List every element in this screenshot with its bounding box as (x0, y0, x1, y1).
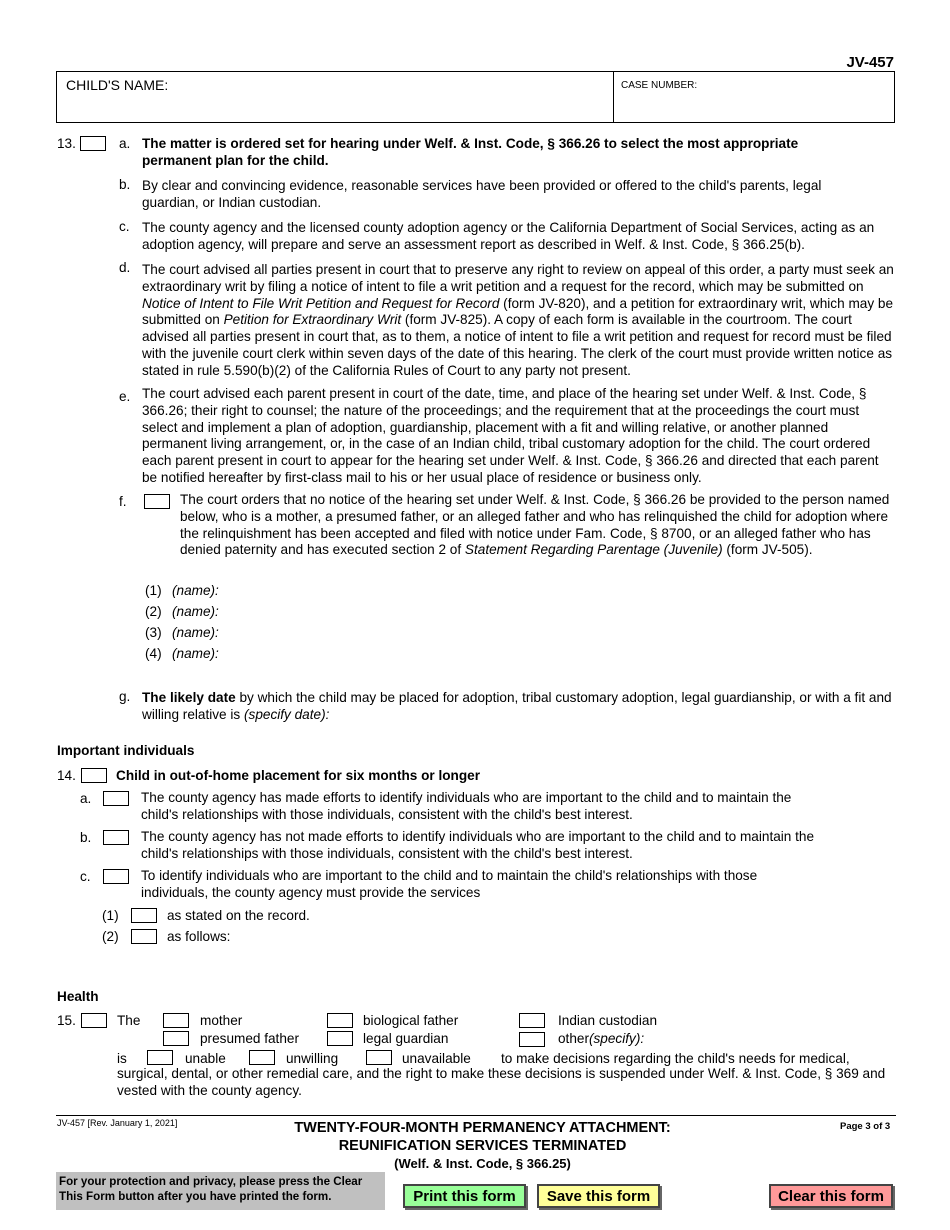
unwilling-checkbox[interactable] (249, 1050, 275, 1065)
item-14-number: 14. (57, 768, 76, 783)
item-15-number: 15. (57, 1013, 76, 1028)
name-3-field[interactable]: (name): (172, 625, 219, 640)
item-14-checkbox[interactable] (81, 768, 107, 783)
other-specify-field[interactable]: (specify): (588, 1031, 645, 1046)
childs-name-field[interactable] (56, 71, 614, 123)
item-13e-text: The court advised each parent present in court of the date, time, and place of the hearing set under Welf. & Inst. Code, § 366.26; their right to counsel; the nature of the proceedings; and the requirement that at the proceedings the court must select and implement a plan of adoption, guardianship, placement with a fit and willing relative, or another planned permanent living arrangement, or, in the case of an Indian child, tribal customary adoption for the child. The court ordered each parent present in court to appear for the hearing set under Welf. & Inst. Code, § 366.26 and directed that each parent be notified hereafter by first-class mail to his or her usual place of residence or business only. (142, 386, 879, 485)
name-3-number: (3) (145, 625, 162, 640)
footer-title-line-1: TWENTY-FOUR-MONTH PERMANENCY ATTACHMENT: (294, 1120, 671, 1136)
other-label (558, 1030, 644, 1047)
name-4-field[interactable]: (name): (172, 646, 219, 661)
footer-title-line-2: REUNIFICATION SERVICES TERMINATED (338, 1138, 627, 1154)
name-1-number: (1) (145, 583, 162, 598)
indian-custodian-checkbox[interactable] (519, 1013, 545, 1028)
item-14c2-label: as follows: (167, 929, 231, 944)
biological-father-checkbox[interactable] (327, 1013, 353, 1028)
privacy-notice: For your protection and privacy, please press the Clear This Form button after you have printed the form. (56, 1172, 385, 1210)
mother-label: mother (200, 1013, 243, 1028)
unable-checkbox[interactable] (147, 1050, 173, 1065)
presumed-father-label: presumed father (200, 1031, 299, 1046)
other-checkbox[interactable] (519, 1032, 545, 1047)
childs-name-label: CHILD'S NAME: (66, 77, 169, 93)
item-13d-letter: d. (119, 260, 131, 275)
item-14b-letter: b. (80, 830, 92, 845)
item-13a-letter: a. (119, 136, 131, 151)
item-14b-text: The county agency has not made efforts to identify individuals who are important to the child and to maintain the child's relationships with those individuals, consistent with the child's best interest. (141, 829, 815, 861)
other-text: other (558, 1031, 589, 1046)
item-13d-text (142, 262, 894, 380)
legal-guardian-checkbox[interactable] (327, 1031, 353, 1046)
case-number-field[interactable] (613, 71, 895, 123)
name-1-field[interactable]: (name): (172, 583, 219, 598)
item-14b-checkbox[interactable] (103, 830, 129, 845)
name-4-number: (4) (145, 646, 162, 661)
item-14a-letter: a. (80, 791, 92, 806)
biological-father-label: biological father (363, 1013, 459, 1028)
important-individuals-heading: Important individuals (57, 743, 195, 758)
form-id: JV-457 (846, 54, 894, 71)
item-13f-text (180, 492, 892, 559)
item-13c-text: The county agency and the licensed county adoption agency or the California Department of Social Services, acting as an adoption agency, will prepare and serve an assessment report as described in Welf. & Inst. Code, § 366.25(b). (142, 220, 875, 252)
item-14a-checkbox[interactable] (103, 791, 129, 806)
item-14a-text: The county agency has made efforts to identify individuals who are important to the child and to maintain the child's relationships with those individuals, consistent with the child's best interest. (141, 790, 792, 822)
item-15-rest-2: surgical, dental, or other remedial care, and the right to make these decisions is suspended under Welf. & Inst. Code, § 369 and vested with the county agency. (117, 1066, 886, 1098)
name-2-number: (2) (145, 604, 162, 619)
revision-date: JV-457 [Rev. January 1, 2021] (57, 1118, 178, 1128)
print-form-button[interactable]: Print this form (403, 1184, 526, 1208)
item-14c2-checkbox[interactable] (131, 929, 157, 944)
item-13f-text-1: The court orders that no notice of the hearing set under Welf. & Inst. Code, § 366.26 be provided to the person named below, who is a mother, a presumed father, or an alleged father and who has relinquished the child for adoption where the relinquishment has been accepted and filed with notice under Fam. Code, § 8700, or an alleged father who has denied paternity and has executed section 2 of (180, 492, 890, 558)
unable-label: unable (185, 1051, 226, 1066)
item-13-checkbox[interactable] (80, 136, 106, 151)
item-14c-letter: c. (80, 869, 91, 884)
form-jv820-title: Notice of Intent to File Writ Petition and Request for Record (142, 295, 500, 311)
page-number: Page 3 of 3 (840, 1121, 891, 1132)
save-form-button[interactable]: Save this form (537, 1184, 660, 1208)
indian-custodian-label: Indian custodian (558, 1013, 658, 1028)
item-13g-text-1: by which the child may be placed for adoption, tribal customary adoption, legal guardianship, or with a fit and willing relative is (142, 690, 892, 722)
name-2-field[interactable]: (name): (172, 604, 219, 619)
item-13f-text-2: (form JV-505). (722, 542, 813, 558)
item-14c2-number: (2) (102, 929, 119, 944)
item-14c1-number: (1) (102, 908, 119, 923)
item-14c-checkbox[interactable] (103, 869, 129, 884)
item-13g-bold: The likely date (142, 690, 236, 705)
item-14c1-label: as stated on the record. (167, 908, 310, 923)
unavailable-checkbox[interactable] (366, 1050, 392, 1065)
footer-statute: (Welf. & Inst. Code, § 366.25) (394, 1156, 571, 1171)
item-15-rest-1: to make decisions regarding the child's needs for medical, (501, 1051, 850, 1066)
item-13b-text: By clear and convincing evidence, reasonable services have been provided or offered to the child's parents, legal guardian, or Indian custodian. (142, 178, 822, 210)
footer-title (260, 1119, 705, 1173)
item-13f-letter: f. (119, 494, 127, 509)
item-13f-checkbox[interactable] (144, 494, 170, 509)
unavailable-label: unavailable (402, 1051, 471, 1066)
item-14c1-checkbox[interactable] (131, 908, 157, 923)
item-15-the: The (117, 1013, 141, 1028)
item-13e-letter: e. (119, 389, 131, 404)
legal-guardian-label: legal guardian (363, 1031, 449, 1046)
footer-divider (56, 1115, 896, 1116)
item-15-is: is (117, 1051, 127, 1066)
health-heading: Health (57, 989, 99, 1004)
case-number-label: CASE NUMBER: (621, 80, 698, 91)
item-13c-letter: c. (119, 219, 130, 234)
item-14-title: Child in out-of-home placement for six months or longer (116, 768, 481, 783)
item-15-checkbox[interactable] (81, 1013, 107, 1028)
item-13-number: 13. (57, 136, 76, 151)
item-13a-text: The matter is ordered set for hearing under Welf. & Inst. Code, § 366.26 to select the most appropriate permanent plan for the child. (142, 136, 799, 168)
unwilling-label: unwilling (286, 1051, 339, 1066)
item-13g-letter: g. (119, 689, 131, 704)
mother-checkbox[interactable] (163, 1013, 189, 1028)
clear-form-button[interactable]: Clear this form (769, 1184, 893, 1208)
item-13b-letter: b. (119, 177, 131, 192)
form-jv505-title: Statement Regarding Parentage (Juvenile) (464, 542, 723, 558)
specify-date-field[interactable]: (specify date): (244, 706, 330, 722)
form-jv825-title: Petition for Extraordinary Writ (223, 312, 402, 328)
presumed-father-checkbox[interactable] (163, 1031, 189, 1046)
item-13d-text-2: (form JV-820), and a petition for extraordinary writ, which may be submitted on (142, 295, 894, 328)
item-13d-text-1: The court advised all parties present in court that to preserve any right to review on appeal of this order, a party must seek an extraordinary writ by filing a notice of intent to file a writ petition and a request for the record, which may be submitted on (142, 262, 894, 294)
item-14c-text: To identify individuals who are important to the child and to maintain the child's relationships with those individuals, the county agency must provide the services (141, 868, 758, 900)
item-13g-text (142, 690, 894, 724)
item-13d-text-3: (form JV-825). A copy of each form is available in the courtroom. The court advised all parties present in court that, as to them, a notice of intent to file a writ petition and request for record must be filed with the juvenile court clerk within seven days of the date of this hearing. The clerk of the court must provide written notice as stated in rule 5.590(b)(2) of the California Rules of Court to any party not present. (142, 312, 893, 378)
